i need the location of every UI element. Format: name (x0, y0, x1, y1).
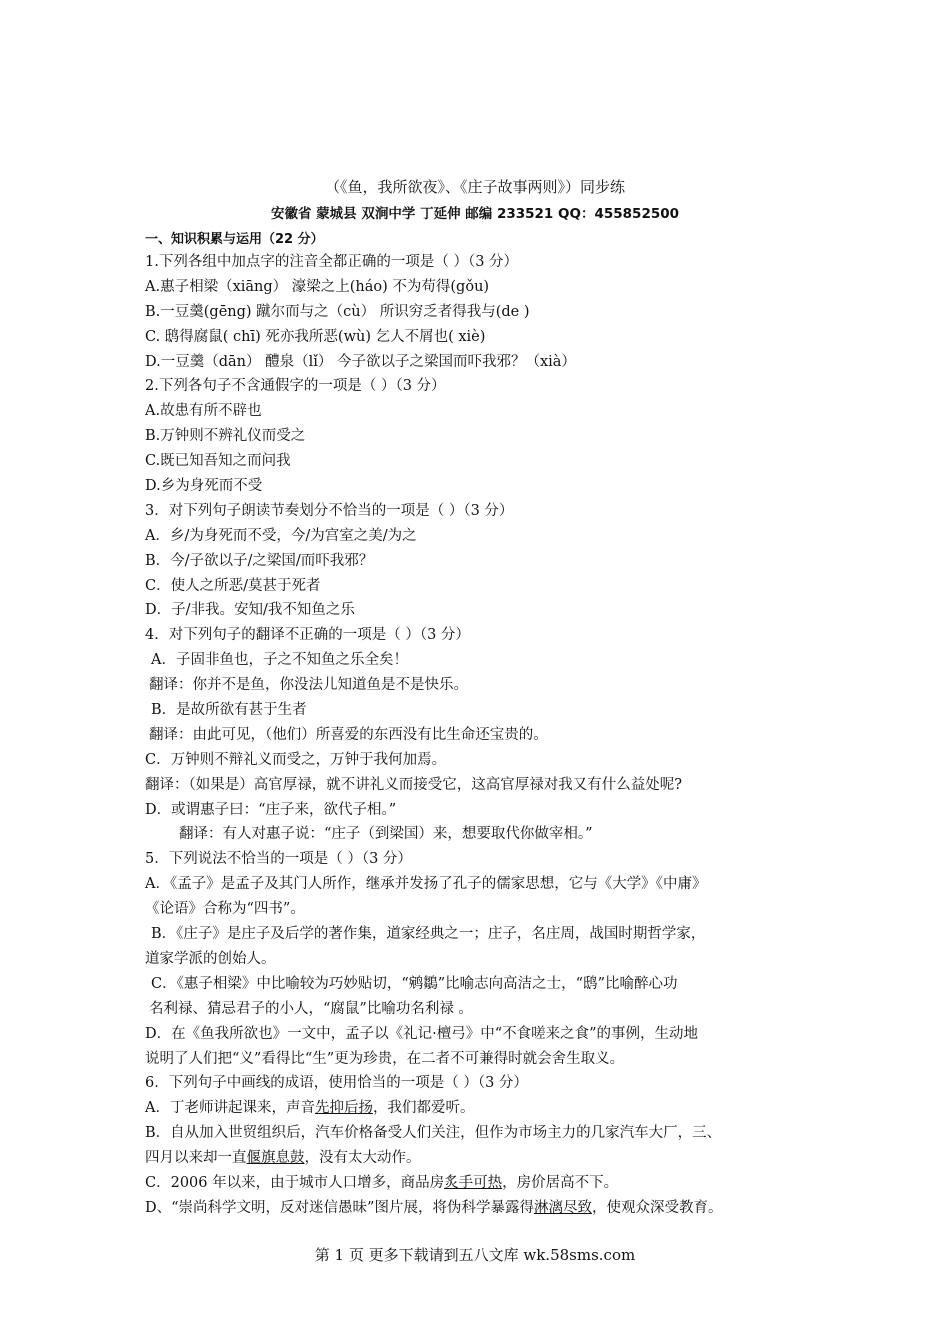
question-line: D．子/非我。安知/我不知鱼之乐 (145, 602, 355, 619)
question-line (145, 1171, 825, 1196)
question-line: C．使人之所恶/莫甚于死者 (145, 577, 321, 594)
question-line: 翻译：（如果是）高官厚禄，就不讲礼义而接受它，这高官厚禄对我又有什么益处呢? (145, 776, 683, 793)
question-line: B.一豆羹(gēng) 蹴尔而与之（cù） 所识穷乏者得我与(de ) (145, 303, 530, 320)
question-line: A.故患有所不辟也 (145, 403, 262, 420)
question-line-text: ，使观众深受教育。 (591, 1199, 723, 1216)
question-line: 4．对下列句子的翻译不正确的一项是（ ）（3 分） (145, 627, 470, 644)
question-line: D.一豆羹（dān） 醴泉（lǐ） 今子欲以子之梁国而吓我邪？（xià） (145, 353, 576, 370)
question-line: 说明了人们把“义”看得比“生”更为珍贵，在二者不可兼得时就会舍生取义。 (145, 1050, 625, 1067)
underlined-idiom: 炙手可热 (444, 1174, 503, 1191)
question-line: 3．对下列句子朗读节奏划分不恰当的一项是（ ）（3 分） (145, 502, 514, 519)
question-line: A．《孟子》是孟子及其门人所作，继承并发扬了孔子的儒家思想，它与《大学》《中庸》 (145, 876, 707, 893)
question-line-text: C．2006 年以来，由于城市人口增多，商品房 (145, 1174, 445, 1191)
question-line-text: ，房价居高不下。 (502, 1174, 619, 1191)
question-line: A．乡/为身死而不受，今/为宫室之美/为之 (145, 527, 417, 544)
question-line: 翻译：有人对惠子说：“庄子（到梁国）来，想要取代你做宰相。” (179, 826, 593, 843)
question-line-text: ，我们都爱听。 (372, 1100, 475, 1117)
question-line: C. 鸱得腐鼠( chī) 死亦我所恶(wù) 乞人不屑也( xiè) (145, 328, 486, 345)
underlined-idiom: 淋漓尽致 (533, 1199, 592, 1216)
question-line: 6．下列句子中画线的成语，使用恰当的一项是（ ）（3 分） (145, 1075, 528, 1092)
question-line-text: 四月以来却一直 (145, 1150, 247, 1167)
question-line: 道家学派的创始人。 (145, 950, 276, 967)
question-line: A．子固非鱼也，子之不知鱼之乐全矣！ (151, 652, 408, 669)
question-line: 翻译：你并不是鱼，你没法儿知道鱼是不是快乐。 (149, 677, 468, 694)
question-line (145, 1146, 825, 1171)
section-heading: 一、知识积累与运用（22 分） (145, 232, 324, 247)
question-body (145, 250, 825, 1221)
question-line: 5．下列说法不恰当的一项是（ ）（3 分） (145, 851, 412, 868)
question-line: 名利禄、猜忌君子的小人，“腐鼠”比喻功名利禄 。 (149, 1000, 473, 1017)
doc-title: （《鱼，我所欲夜》、《庄子故事两则》）同步练 (324, 178, 625, 196)
question-line: D．或谓惠子曰：“庄子来，欲代子相。” (145, 801, 397, 818)
doc-author: 安徽省 蒙城县 双涧中学 丁延伸 邮编 233521 QQ：455852500 (270, 206, 680, 222)
page-footer: 第 1 页 更多下载请到五八文库 wk.58sms.com (314, 1246, 636, 1264)
question-line: C．万钟则不辩礼义而受之，万钟于我何加焉。 (145, 751, 447, 768)
question-line: A.惠子相梁（xiāng） 濠梁之上(háo) 不为苟得(gǒu) (145, 278, 490, 295)
question-line (145, 1096, 825, 1121)
question-line: B．自从加入世贸组织后，汽车价格备受人们关注，但作为市场主力的几家汽车大厂，三、 (145, 1125, 722, 1142)
question-line: D.乡为身死而不受 (145, 478, 263, 495)
question-line: C.既已知吾知之而问我 (145, 453, 291, 470)
underlined-idiom: 偃旗息鼓 (246, 1150, 305, 1167)
question-line: B．《庄子》是庄子及后学的著作集，道家经典之一；庄子，名庄周，战国时期哲学家， (151, 926, 706, 943)
question-line-text: D、“崇尚科学文明，反对迷信愚昧”图片展，将伪科学暴露得 (145, 1199, 534, 1216)
question-line-text: ，没有太大动作。 (304, 1150, 421, 1167)
question-line: B．今/子欲以子/之梁国/而吓我邪？ (145, 552, 374, 569)
question-line: C．《惠子相梁》中比喻较为巧妙贴切，“鹓鶵”比喻志向高洁之士，“鸱”比喻醉心功 (151, 975, 678, 992)
question-line: 2.下列各句子不含通假字的一项是（ ）（3 分） (145, 378, 446, 395)
underlined-idiom: 先抑后扬 (314, 1100, 373, 1117)
question-line-text: A．丁老师讲起课来，声音 (145, 1100, 315, 1117)
question-line: 1.下列各组中加点字的注音全都正确的一项是（ ）（3 分） (145, 254, 519, 270)
question-line (145, 1196, 825, 1221)
question-line: 《论语》合称为“四书”。 (145, 901, 305, 918)
question-line: 翻译：由此可见，（他们）所喜爱的东西没有比生命还宝贵的。 (149, 726, 548, 743)
question-line: D．在《鱼我所欲也》一文中，孟子以《礼记·檀弓》中“不食嗟来之食”的事例，生动地 (145, 1025, 699, 1042)
question-line: B.万钟则不辨礼仪而受之 (145, 428, 306, 445)
question-line: B．是故所欲有甚于生者 (151, 702, 307, 719)
